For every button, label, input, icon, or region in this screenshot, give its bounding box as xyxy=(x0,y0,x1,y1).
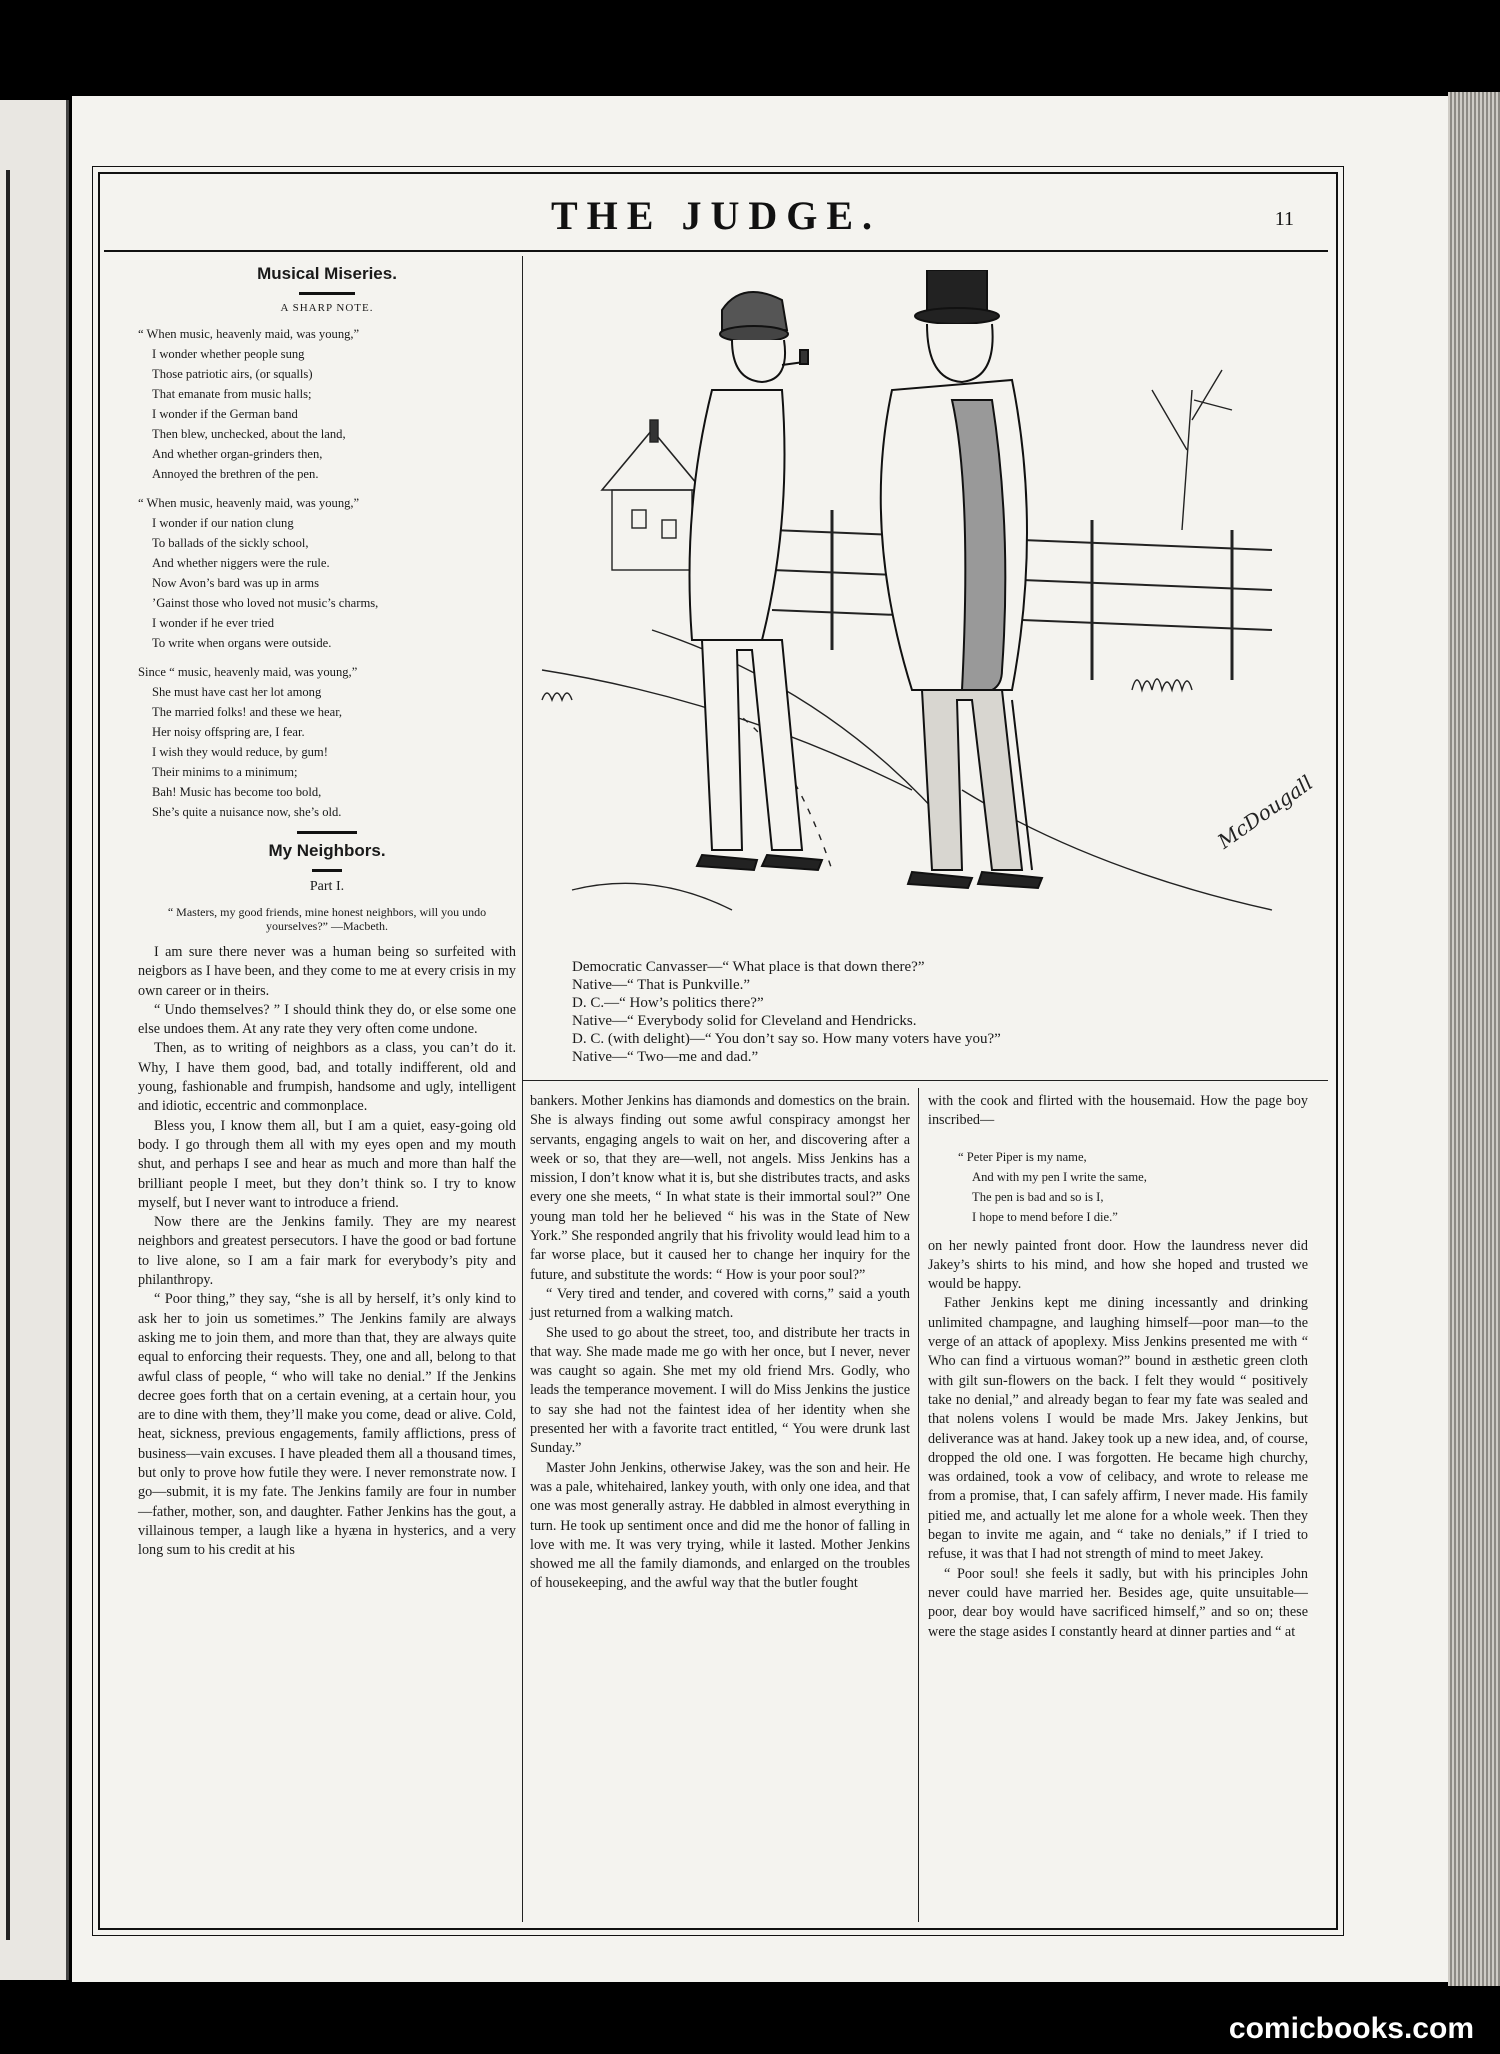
poem-line: And whether niggers were the rule. xyxy=(152,556,330,570)
verse-line: I hope to mend before I die.” xyxy=(972,1209,1118,1224)
section-rule xyxy=(297,831,357,834)
illustration-bottom-rule xyxy=(522,1080,1328,1081)
poem-line: I wonder if the German band xyxy=(152,407,298,421)
paragraph: “ Poor thing,” they say, “she is all by herself, it’s only kind to ask her to join us sometimes.” The Jenkins family are always asking me to join them, and more than that, they are always quite equal to enforcing their requests. They, one and all, belong to that awful class of people, “ who will take no denial.” If the Jenkins decree goes forth that on a certain evening, at a certain hour, you are to dine with them, they’ll make you come, dead or alive. Cold, heat, sickness, previous engagements, family afflictions, press of business—vain excuses. I have pleaded them all a thousand times, but only to prove how futile they were. I never remonstrate now. I go—submit, it is my fate. The Jenkins family are four in number—father, mother, son, and daughter. Father Jenkins has the gout, a villainous temper, a laugh like a hyæna in hysterics, and a very long sum to his credit at his xyxy=(138,1291,516,1559)
paragraph: “ Undo themselves? ” I should think they do, or else some one else undoes them. At any rate they very often come undone. xyxy=(138,1001,516,1038)
poem-line: I wish they would reduce, by gum! xyxy=(152,745,328,759)
paragraph: Master John Jenkins, otherwise Jakey, was the son and heir. He was a pale, whitehaired, lankey youth, with only one idea, and that one was most generally astray. He dabbled in almost everything in turn. He took up sentiment once and did me the honor of falling in love with me. It was very trying, while it lasted. Mother Jenkins showed me all the family diamonds, and enlarged on the troubles of housekeeping, and the awful way that the butler fought xyxy=(530,1459,910,1592)
poem-line: I wonder if our nation clung xyxy=(152,516,294,530)
paragraph: She used to go about the street, too, and distribute her tracts in that way. She made made me go with her once, but I never, never was caught so again. She met my old friend Mrs. Godly, who leads the temperance movement. I will do Miss Jenkins the justice to say she had not the faintest idea of her identity when she presented her with a favorite tract entitled, “ You were drunk last Sunday.” xyxy=(530,1324,910,1457)
paragraph: “ Poor soul! she feels it sadly, but with his principles John never could have married her. Besides age, quite unsuitable—poor, dear boy would have sacrificed himself,” and so on; these were the stage asides I constantly heard at dinner parties and “ at xyxy=(928,1565,1308,1640)
caption-line: Native—“ That is Punkville.” xyxy=(572,977,751,993)
column-rule-left xyxy=(522,256,523,1922)
column-rule-right xyxy=(918,1088,919,1922)
paragraph: Bless you, I know them all, but I am a quiet, easy-going old body. I go through them all with my eyes open and my mouth shut, and perhaps I see and hear as much and more than half the brilliant people I meet, but they don’t think so. I try to know myself, but I never want to introduce a friend. xyxy=(138,1117,516,1211)
caption-line: Democratic Canvasser—“ What place is that down there?” xyxy=(572,959,925,975)
poem-line: “ When music, heavenly maid, was young,” xyxy=(138,327,360,341)
masthead-rule xyxy=(104,250,1328,252)
article-body-right xyxy=(928,1237,1308,1642)
paragraph: on her newly painted front door. How the laundress never did Jakey’s shirts to his mind, and how she hoped and trusted we would be happy. xyxy=(928,1237,1308,1293)
caption-line: D. C. (with delight)—“ You don’t say so. How many voters have you?” xyxy=(572,1031,1001,1047)
article-part: Part I. xyxy=(309,879,345,894)
page-number: 11 xyxy=(1274,208,1294,230)
poem-line: That emanate from music halls; xyxy=(152,387,312,401)
poem-line: Then blew, unchecked, about the land, xyxy=(152,427,346,441)
poem-line: And whether organ-grinders then, xyxy=(152,447,323,461)
poem-stanzas xyxy=(138,324,516,822)
cartoon-captions xyxy=(572,958,1292,1066)
poem-line: To ballads of the sickly school, xyxy=(152,536,309,550)
paragraph: “ Very tired and tender, and covered with corns,” said a youth just returned from a walking match. xyxy=(530,1285,910,1322)
verse-line: The pen is bad and so is I, xyxy=(972,1189,1104,1204)
poem-line: ’Gainst those who loved not music’s charms, xyxy=(152,596,379,610)
right-intro: with the cook and flirted with the housemaid. How the page boy inscribed— xyxy=(928,1093,1308,1129)
article-title-rule xyxy=(312,869,342,872)
poem-line: Since “ music, heavenly maid, was young,” xyxy=(138,665,358,679)
paragraph: I am sure there never was a human being so surfeited with neigbors as I have been, and they come to me at every crisis in my own career or in theirs. xyxy=(138,944,516,999)
poem-line: I wonder whether people sung xyxy=(152,347,305,361)
title-rule xyxy=(299,292,355,295)
caption-line: Native—“ Two—me and dad.” xyxy=(572,1049,759,1065)
caption-line: Native—“ Everybody solid for Cleveland and Hendricks. xyxy=(572,1013,917,1029)
right-column xyxy=(928,1092,1308,1642)
article-body-left xyxy=(138,943,516,1561)
verse-line: And with my pen I write the same, xyxy=(972,1169,1147,1184)
poem-line: Annoyed the brethren of the pen. xyxy=(152,467,319,481)
poem-line: Now Avon’s bard was up in arms xyxy=(152,576,319,590)
poem-line: Those patriotic airs, (or squalls) xyxy=(152,367,313,381)
poem-line: To write when organs were outside. xyxy=(152,636,332,650)
facing-page-rule xyxy=(6,170,10,1940)
facing-page-edge xyxy=(0,100,69,1980)
poem-line: She must have cast her lot among xyxy=(152,685,322,699)
masthead-title: THE JUDGE. xyxy=(550,193,882,238)
cartoon-illustration xyxy=(532,270,1300,944)
poem-line: Her noisy offspring are, I fear. xyxy=(152,725,305,739)
epigraph: “ Masters, my good friends, mine honest neighbors, will you undo yourselves?” —Macbeth. xyxy=(167,905,487,933)
poem-subtitle: A SHARP NOTE. xyxy=(280,302,374,314)
paragraph: Then, as to writing of neighbors as a class, you can’t do it. Why, I have them good, bad, and totally indifferent, old and young, fashionable and frumpish, handsome and ugly, intelligent and idiotic, eccentric and commonplace. xyxy=(138,1040,516,1115)
poem-line: Their minims to a minimum; xyxy=(152,765,298,779)
article-title: My Neighbors. xyxy=(268,841,386,860)
artist-signature: McDougall xyxy=(1213,770,1318,854)
middle-column xyxy=(530,1092,910,1594)
page-boy-verse xyxy=(928,1131,1308,1237)
caption-line: D. C.—“ How’s politics there?” xyxy=(572,995,764,1011)
paragraph: bankers. Mother Jenkins has diamonds and domestics on the brain. She is always finding out some awful conspiracy amongst her servants, engaging angels to wait on her, and discovering after a week or so, that they are—well, not angels. Miss Jenkins has a mission, I don’t know what it is, but she distributes tracts, and asks every one she meets, “ In what state is their immortal soul?” One young man told her he believed “ his was in the State of New York.” She responded angrily that his frivolity would lead him to a far worse place, but it caused her to change her inquiry for the future, and substitute the words: “ How is your poor soul?” xyxy=(530,1093,911,1283)
poem-stanza xyxy=(138,324,516,484)
poem-line: “ When music, heavenly maid, was young,” xyxy=(138,496,360,510)
poem-line: She’s quite a nuisance now, she’s old. xyxy=(152,805,342,819)
left-column xyxy=(138,258,516,1561)
book-page-edges xyxy=(1448,92,1500,1986)
paragraph: Now there are the Jenkins family. They are my nearest neighbors and greatest persecutors. I have the good or bad fortune to live alone, so I am a fair mark for everybody’s pity and philanthropy. xyxy=(138,1214,516,1289)
poem-line: I wonder if he ever tried xyxy=(152,616,275,630)
poem-stanza xyxy=(138,493,516,653)
verse-line: “ Peter Piper is my name, xyxy=(958,1149,1087,1164)
poem-line: Bah! Music has become too bold, xyxy=(152,785,322,799)
paragraph: Father Jenkins kept me dining incessantly and drinking unlimited champagne, and laughing himself—poor man—to the verge of an attack of apoplexy. Miss Jenkins presented me with “ Who can find a virtuous woman?” bound in æsthetic green cloth with gilt sun-flowers on the back. I felt they would “ positively take no denial,” and already began to fear my fate was sealed and that nolens volens I would be made Mrs. Jakey Jenkins, but deliverance was at hand. Jakey took up a new idea, and, of course, dropped the old one. I was forgotten. He became high churchy, was ordained, took a vow of celibacy, and wrote to release me from a promise, that, I can safely affirm, I never made. His family pitied me, and actually let me alone for a whole week. Then they began to invite me again, and “ take no denials,” if I tried to refuse, it was that I had not strength of mind to meet Jakey. xyxy=(928,1295,1308,1563)
watermark: comicbooks.com xyxy=(1228,2012,1474,2045)
poem-line: The married folks! and these we hear, xyxy=(152,705,343,719)
poem-title: Musical Miseries. xyxy=(257,264,397,283)
poem-stanza xyxy=(138,662,516,822)
masthead xyxy=(104,192,1328,240)
article-body-middle xyxy=(530,1092,910,1594)
